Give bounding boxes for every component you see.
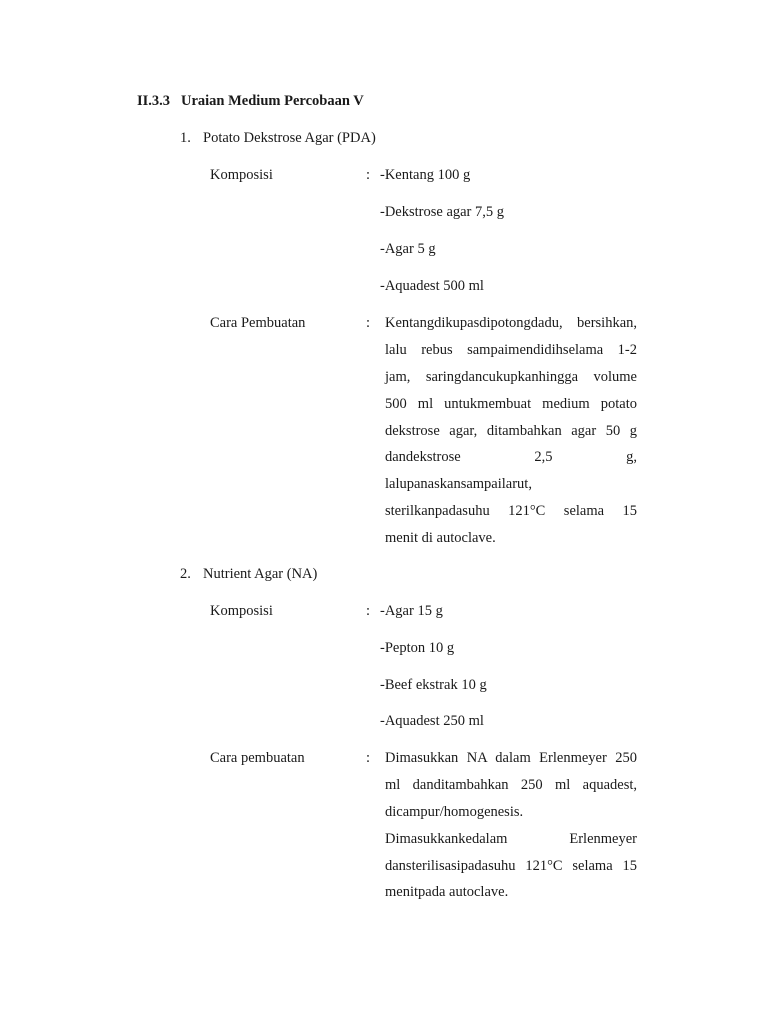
komposisi-item: -Aquadest 500 ml [380,278,484,294]
paragraph-line: menitpada autoclave. [385,884,509,901]
paragraph-line: 500 ml untukmembuat medium potato [385,395,637,412]
komposisi-colon: : [366,167,371,183]
komposisi-item: -Kentang 100 g [380,167,471,183]
komposisi-item: -Agar 15 g [380,603,443,619]
komposisi-item: -Aquadest 250 ml [380,713,484,729]
medium-name: Potato Dekstrose Agar (PDA) [203,130,376,146]
cara-pembuatan-text [385,745,637,906]
section-title: Uraian Medium Percobaan V [181,93,364,109]
komposisi-label: Komposisi [210,603,273,619]
cara-pembuatan-text [385,310,637,552]
cara-pembuatan-label: Cara pembuatan [210,750,305,766]
paragraph-line: jam, saringdancukupkanhingga volume [385,368,637,385]
paragraph-line: Dimasukkankedalam Erlenmeyer [385,830,637,847]
paragraph-line: dekstrose agar, ditambahkan agar 50 g [385,422,637,439]
paragraph-line: lalu rebus sampaimendidihselama 1-2 [385,341,637,358]
medium-number: 1. [180,130,191,146]
komposisi-item: -Pepton 10 g [380,640,455,656]
paragraph-line: dicampur/homogenesis. [385,803,524,820]
paragraph-line: menit di autoclave. [385,530,496,547]
komposisi-item: -Beef ekstrak 10 g [380,677,487,693]
paragraph-line: Dimasukkan NA dalam Erlenmeyer 250 [385,750,637,766]
komposisi-colon: : [366,603,371,619]
cara-pembuatan-colon: : [366,750,371,766]
paragraph-line: ml danditambahkan 250 ml aquadest, [385,776,637,793]
paragraph-line: Kentangdikupasdipotongdadu, bersihkan, [385,315,637,331]
section-number: II.3.3 [137,93,171,109]
medium-name: Nutrient Agar (NA) [203,566,318,582]
paragraph-line: dansterilisasipadasuhu 121°C selama 15 [385,857,637,874]
cara-pembuatan-colon: : [366,315,371,331]
paragraph-line: lalupanaskansampailarut, [385,476,532,493]
paragraph-line: dandekstrose 2,5 g, [385,449,637,466]
medium-title-pda [180,130,376,147]
komposisi-item: -Agar 5 g [380,241,436,257]
komposisi-item: -Dekstrose agar 7,5 g [380,204,505,220]
medium-number: 2. [180,566,191,582]
section-heading [137,93,364,110]
medium-title-na [180,566,317,583]
komposisi-label: Komposisi [210,167,273,183]
cara-pembuatan-label: Cara Pembuatan [210,315,306,331]
paragraph-line: sterilkanpadasuhu 121°C selama 15 [385,503,637,520]
